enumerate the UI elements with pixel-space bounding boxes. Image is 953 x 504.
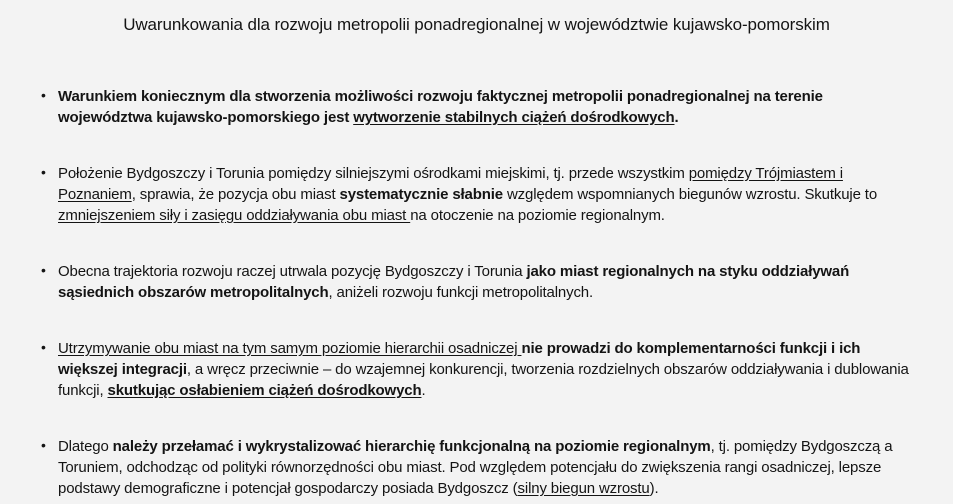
text-segment: , aniżeli rozwoju funkcji metropolitalnych. (328, 284, 594, 301)
bullet-marker-icon: • (41, 339, 46, 355)
text-segment: zmniejszeniem siły i zasięgu oddziaływania obu miast (58, 207, 411, 224)
bullet-list (0, 86, 953, 499)
text-segment: silny biegun wzrostu (517, 480, 650, 497)
bullet-item (40, 436, 920, 499)
text-segment: . (674, 109, 679, 126)
bullet-item (40, 163, 920, 226)
bullet-text (58, 165, 877, 224)
slide-title: Uwarunkowania dla rozwoju metropolii ponadregionalnej w województwie kujawsko-pomorskim (123, 15, 830, 34)
text-segment: nie prowadzi do komplementarności funkcji i ich większej integracji (58, 340, 861, 378)
text-segment: na otoczenie na poziomie regionalnym. (410, 207, 665, 224)
text-segment: . (421, 382, 426, 399)
text-segment: Dlatego (58, 438, 113, 455)
text-segment: ). (649, 480, 659, 497)
text-segment: względem wspomnianych biegunów wzrostu. Skutkuje to (502, 186, 878, 203)
bullet-text (58, 340, 909, 399)
text-segment: skutkując osłabieniem ciążeń dośrodkowych (107, 382, 422, 399)
bullet-text (58, 438, 892, 497)
bullet-marker-icon: • (41, 262, 46, 278)
text-segment: Położenie Bydgoszczy i Torunia pomiędzy silniejszymi ośrodkami miejskimi, tj. przede wszystkim (58, 165, 689, 182)
bullet-marker-icon: • (41, 164, 46, 180)
text-segment: jako miast regionalnych na styku oddziaływań sąsiednich obszarów metropolitalnych (58, 263, 850, 301)
text-segment: wytworzenie stabilnych ciążeń dośrodkowych (353, 109, 675, 126)
text-segment: należy przełamać i wykrystalizować hierarchię funkcjonalną na poziomie regionalnym (112, 438, 711, 455)
text-segment: Obecna trajektoria rozwoju raczej utrwala pozycję Bydgoszczy i Torunia (58, 263, 527, 280)
text-segment: , a wręcz przeciwnie – do wzajemnej konkurencji, tworzenia rozdzielnych obszarów oddziaływania i dublowania funkcji, (58, 361, 909, 399)
text-segment: , sprawia, że pozycja obu miast (131, 186, 340, 203)
bullet-item (40, 338, 920, 401)
text-segment: pomiędzy Trójmiastem i Poznaniem (58, 165, 843, 203)
bullet-marker-icon: • (41, 437, 46, 453)
bullet-text (58, 263, 849, 301)
bullet-item (40, 261, 920, 303)
bullet-item (40, 86, 920, 128)
text-segment: Warunkiem koniecznym dla stworzenia możliwości rozwoju faktycznej metropolii ponadregionalnej na terenie województwa kujawsko-pomorskiego jest (58, 88, 823, 126)
text-segment: Utrzymywanie obu miast na tym samym poziomie hierarchii osadniczej (58, 340, 522, 357)
text-segment: , tj. pomiędzy Bydgoszczą a Toruniem, odchodząc od polityki równorzędności obu miast. Pod względem potencjału do zwiększenia rangi osadniczej, lepsze podstawy demograficzne i potencjał gospodarczy posiada Bydgoszcz ( (58, 438, 893, 497)
text-segment: systematycznie słabnie (339, 186, 503, 203)
bullet-marker-icon: • (41, 87, 46, 103)
bullet-text (58, 88, 823, 126)
